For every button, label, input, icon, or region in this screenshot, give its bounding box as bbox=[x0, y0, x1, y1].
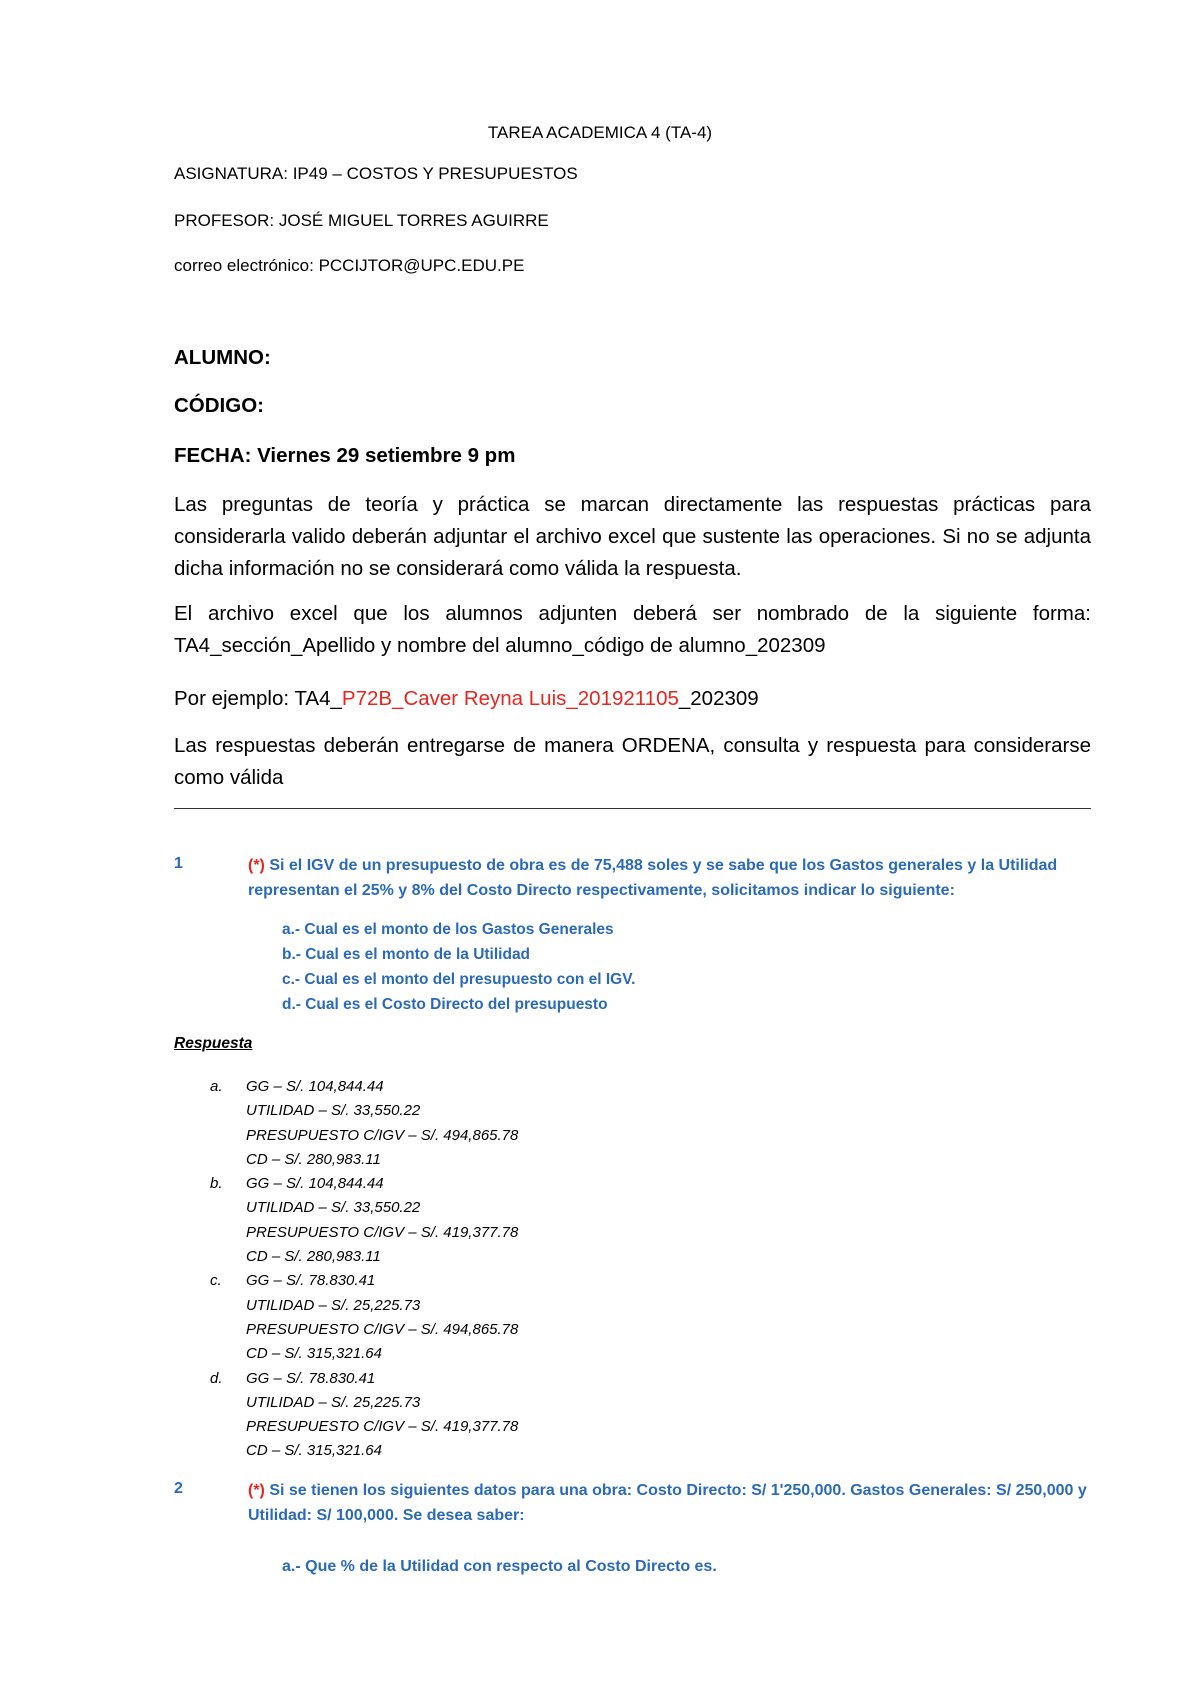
answer-line: GG – S/. 78.830.41 bbox=[246, 1272, 376, 1290]
answer-option bbox=[210, 1269, 518, 1366]
codigo-label: CÓDIGO: bbox=[174, 394, 264, 417]
professor-line: PROFESOR: JOSÉ MIGUEL TORRES AGUIRRE bbox=[174, 211, 549, 230]
answer-line: UTILIDAD – S/. 25,225.73 bbox=[246, 1296, 421, 1314]
answer-letter: b. bbox=[210, 1175, 223, 1193]
question-1-star: (*) bbox=[248, 857, 265, 874]
fecha-line bbox=[174, 444, 515, 468]
example-highlight: P72B_Caver Reyna Luis_201921105 bbox=[341, 687, 679, 710]
instructions-paragraph-1: Las preguntas de teoría y práctica se marcan directamente las respuestas prácticas para considerarla valido deberán adjuntar el archivo excel que sustente las operaciones. Si no se adjunta dicha información no se considerará como válida la respuesta. bbox=[174, 493, 1091, 580]
answer-option bbox=[210, 1075, 518, 1172]
answer-line: PRESUPUESTO C/IGV – S/. 419,377.78 bbox=[246, 1223, 519, 1241]
question-1-body: Si el IGV de un presupuesto de obra es de 75,488 soles y se sabe que los Gastos generales y la Utilidad representan el 25% y 8% del Costo Directo respectivamente, solicitamos indicar lo siguiente: bbox=[248, 857, 1058, 899]
alumno-label: ALUMNO: bbox=[174, 346, 271, 369]
answer-line: PRESUPUESTO C/IGV – S/. 494,865.78 bbox=[246, 1126, 519, 1144]
answer-line: PRESUPUESTO C/IGV – S/. 419,377.78 bbox=[246, 1418, 519, 1436]
question-2-star: (*) bbox=[248, 1482, 265, 1499]
answer-line: CD – S/. 315,321.64 bbox=[246, 1442, 382, 1460]
question-1-number: 1 bbox=[174, 855, 183, 872]
answer-list bbox=[210, 1075, 518, 1464]
example-prefix: Por ejemplo: TA4_ bbox=[174, 687, 342, 710]
answer-line: PRESUPUESTO C/IGV – S/. 494,865.78 bbox=[246, 1320, 519, 1338]
answer-line: UTILIDAD – S/. 33,550.22 bbox=[246, 1102, 421, 1120]
question-1-option-c: c.- Cual es el monto del presupuesto con el IGV. bbox=[282, 971, 636, 988]
instructions-paragraph-2: El archivo excel que los alumnos adjunten deberá ser nombrado de la siguiente forma: TA4_sección_Apellido y nombre del alumno_código de alumno_202309 bbox=[174, 602, 1091, 657]
fecha-label: FECHA: bbox=[174, 444, 252, 467]
answer-line: GG – S/. 78.830.41 bbox=[246, 1369, 376, 1387]
question-1-option-a: a.- Cual es el monto de los Gastos Generales bbox=[282, 921, 614, 938]
assignment-title: TAREA ACADEMICA 4 (TA-4) bbox=[487, 123, 713, 142]
answer-line: CD – S/. 315,321.64 bbox=[246, 1345, 382, 1363]
answer-line: GG – S/. 104,844.44 bbox=[246, 1175, 384, 1193]
answer-option bbox=[210, 1367, 518, 1464]
answer-option bbox=[210, 1172, 518, 1269]
example-suffix: _202309 bbox=[678, 687, 759, 710]
question-1-options bbox=[282, 917, 635, 1017]
question-1-option-b: b.- Cual es el monto de la Utilidad bbox=[282, 946, 531, 963]
question-2-body: Si se tienen los siguientes datos para una obra: Costo Directo: S/ 1'250,000. Gastos Generales: S/ 250,000 y Utilidad: S/ 100,000. Se desea saber: bbox=[248, 1482, 1087, 1524]
answer-letter: d. bbox=[210, 1369, 223, 1387]
subject-line: ASIGNATURA: IP49 – COSTOS Y PRESUPUESTOS bbox=[174, 164, 578, 183]
answer-letter: c. bbox=[210, 1272, 222, 1290]
answer-line: UTILIDAD – S/. 25,225.73 bbox=[246, 1393, 421, 1411]
example-line bbox=[174, 683, 1091, 715]
answer-line: CD – S/. 280,983.11 bbox=[246, 1150, 381, 1168]
instructions-paragraph-3: Las respuestas deberán entregarse de manera ORDENA, consulta y respuesta para considerarse como válida bbox=[174, 734, 1091, 789]
question-2-text bbox=[248, 1478, 1091, 1528]
email-line: correo electrónico: PCCIJTOR@UPC.EDU.PE bbox=[174, 256, 525, 275]
answer-line: CD – S/. 280,983.11 bbox=[246, 1248, 381, 1266]
fecha-value: Viernes 29 setiembre 9 pm bbox=[251, 444, 516, 467]
separator-line bbox=[174, 808, 1091, 809]
response-label: Respuesta bbox=[174, 1035, 253, 1052]
answer-line: UTILIDAD – S/. 33,550.22 bbox=[246, 1199, 421, 1217]
answer-line: GG – S/. 104,844.44 bbox=[246, 1078, 384, 1095]
question-2-option-a: a.- Que % de la Utilidad con respecto al Costo Directo es. bbox=[282, 1558, 717, 1575]
question-2-number: 2 bbox=[174, 1480, 183, 1497]
question-1-option-d: d.- Cual es el Costo Directo del presupuesto bbox=[282, 996, 608, 1013]
answer-letter: a. bbox=[210, 1078, 223, 1095]
question-1-text bbox=[248, 853, 1091, 903]
